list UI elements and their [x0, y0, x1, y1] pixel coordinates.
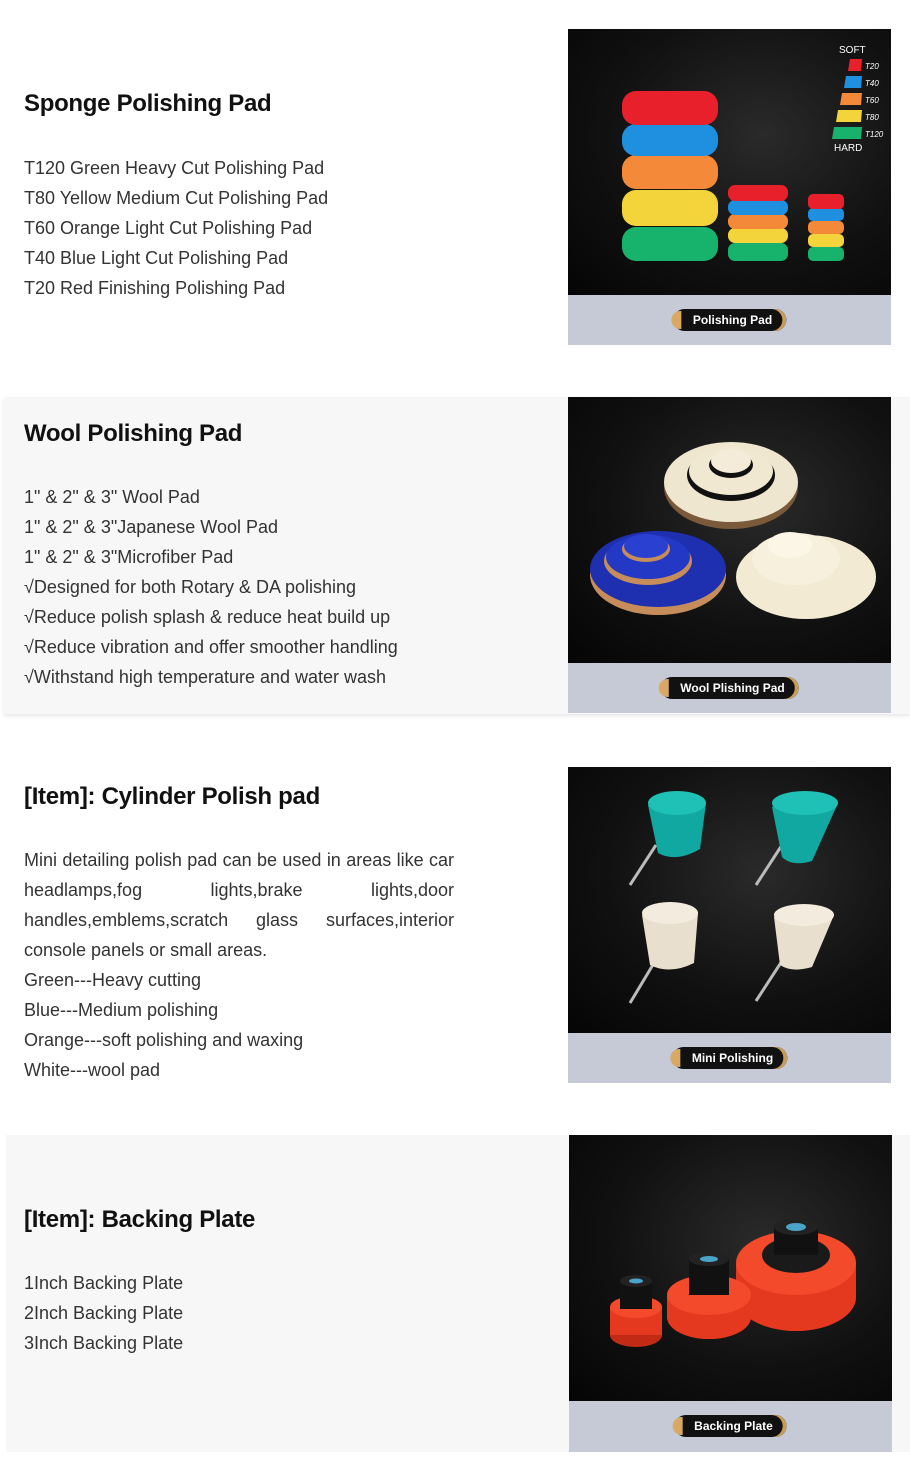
feature-list	[24, 482, 398, 692]
list-item: T60 Orange Light Cut Polishing Pad	[24, 218, 313, 238]
legend-label: T20	[865, 62, 879, 71]
caption-bar	[569, 1401, 892, 1452]
list-item: T120 Green Heavy Cut Polishing Pad	[24, 158, 325, 178]
list-item: √Designed for both Rotary & DA polishing	[24, 577, 357, 597]
description-paragraph: Mini detailing polish pad can be used in areas like car headlamps,fog lights,brake lights,door handles,emblems,scratch glass surfaces,interior console panels or small areas.	[24, 850, 454, 960]
section-cylinder-polish-pad	[0, 740, 910, 1110]
section-title: Sponge Polishing Pad	[24, 90, 272, 117]
list-item: T20 Red Finishing Polishing Pad	[24, 278, 286, 298]
caption-badge: Polishing Pad	[673, 309, 786, 331]
sponge-pads-image	[568, 29, 891, 295]
legend-soft-label: SOFT	[839, 45, 866, 56]
list-item: T80 Yellow Medium Cut Polishing Pad	[24, 188, 329, 208]
list-item: 1" & 2" & 3"Japanese Wool Pad	[24, 517, 278, 537]
caption-badge: Backing Plate	[674, 1415, 787, 1437]
feature-list	[24, 1268, 183, 1358]
caption-bar	[568, 1033, 891, 1083]
feature-list	[24, 153, 328, 303]
backing-plates-image	[569, 1135, 892, 1401]
list-item: Orange---soft polishing and waxing	[24, 1030, 304, 1050]
product-image-card	[568, 397, 891, 713]
list-item: 1" & 2" & 3"Microfiber Pad	[24, 547, 234, 567]
list-item: Blue---Medium polishing	[24, 1000, 219, 1020]
list-item: 3Inch Backing Plate	[24, 1333, 184, 1353]
legend-hard-label: HARD	[834, 143, 863, 154]
list-item: T40 Blue Light Cut Polishing Pad	[24, 248, 289, 268]
product-image-card	[568, 29, 891, 345]
list-item: √Reduce polish splash & reduce heat build up	[24, 607, 391, 627]
list-item: 1" & 2" & 3" Wool Pad	[24, 487, 200, 507]
caption-badge: Wool Plishing Pad	[660, 677, 798, 699]
section-title: [Item]: Cylinder Polish pad	[24, 783, 320, 810]
legend-label: T60	[865, 96, 879, 105]
legend-label: T40	[865, 79, 879, 88]
section-sponge-polishing-pad	[0, 0, 910, 370]
list-item: √Reduce vibration and offer smoother handling	[24, 637, 398, 657]
product-image-card	[569, 1135, 892, 1452]
product-image-card	[568, 767, 891, 1083]
list-item: √Withstand high temperature and water wash	[24, 667, 387, 687]
legend-label: T80	[865, 113, 879, 122]
section-wool-polishing-pad	[4, 397, 910, 714]
section-backing-plate	[6, 1135, 910, 1452]
caption-bar	[568, 663, 891, 713]
mini-pads-image	[568, 767, 891, 1033]
wool-pads-image	[568, 397, 891, 663]
section-title: Wool Polishing Pad	[24, 420, 243, 447]
list-item: 2Inch Backing Plate	[24, 1303, 184, 1323]
list-item: 1Inch Backing Plate	[24, 1273, 184, 1293]
caption-badge: Mini Polishing	[672, 1047, 787, 1069]
caption-bar	[568, 295, 891, 345]
legend-label: T120	[865, 130, 884, 139]
color-guide-list	[24, 965, 303, 1085]
section-title: [Item]: Backing Plate	[24, 1206, 256, 1233]
list-item: Green---Heavy cutting	[24, 970, 202, 990]
list-item: White---wool pad	[24, 1060, 161, 1080]
